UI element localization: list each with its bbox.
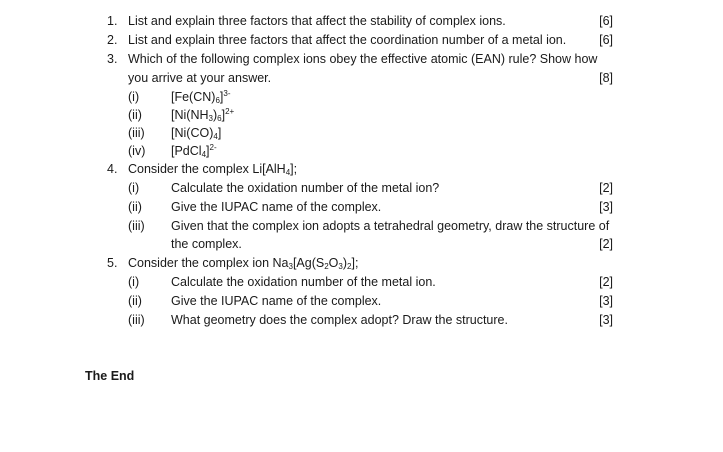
item-roman: (iii)	[128, 126, 145, 140]
question-number: 2.	[107, 33, 118, 47]
part-marks: [3]	[599, 200, 613, 214]
part-roman: (ii)	[128, 200, 142, 214]
complex-formula: $[Ni(NH_3)_6]^{2+}$	[171, 107, 235, 123]
part-roman: (iii)	[128, 219, 145, 233]
end-label: The End	[85, 369, 135, 383]
question-marks: [8]	[599, 71, 613, 85]
part-marks: [3]	[599, 294, 613, 308]
question-number: 3.	[107, 52, 118, 66]
question-marks: [6]	[599, 33, 613, 47]
part-marks: [2]	[599, 275, 613, 289]
question-text: Consider the complex Li[AlH$_4$];	[128, 162, 298, 177]
complex-formula: [PdCl$_4$]$^{2-}$	[171, 143, 217, 159]
part-text: What geometry does the complex adopt? Draw the structure.	[171, 313, 508, 327]
part-text: Calculate the oxidation number of the metal ion.	[171, 275, 436, 289]
question-marks: [6]	[599, 14, 613, 28]
question-number: 4.	[107, 162, 118, 176]
part-roman: (i)	[128, 181, 140, 195]
question-text: Consider the complex ion $Na_3[Ag(S_2O_3)_2]$;	[128, 256, 359, 271]
part-text: Given that the complex ion adopts a tetrahedral geometry, draw the structure of	[171, 219, 610, 233]
question-text-line2: you arrive at your answer.	[128, 71, 272, 85]
part-roman: (ii)	[128, 294, 142, 308]
complex-formula: $[Ni(CO)_4]$	[171, 126, 222, 141]
part-marks: [3]	[599, 313, 613, 327]
part-roman: (iii)	[128, 313, 145, 327]
part-text: Give the IUPAC name of the complex.	[171, 200, 382, 214]
question-text: List and explain three factors that affect the coordination number of a metal ion.	[128, 33, 567, 47]
part-roman: (i)	[128, 275, 140, 289]
question-text: List and explain three factors that affect the stability of complex ions.	[128, 14, 506, 28]
question-number: 1.	[107, 14, 118, 28]
part-text: Calculate the oxidation number of the metal ion?	[171, 181, 440, 195]
part-text: Give the IUPAC name of the complex.	[171, 294, 382, 308]
item-roman: (i)	[128, 90, 140, 104]
part-text-cont: the complex.	[171, 237, 242, 251]
complex-formula: $[Fe(CN)_6]^{3-}$	[171, 89, 231, 105]
item-roman: (iv)	[128, 144, 146, 158]
part-marks: [2]	[599, 181, 613, 195]
question-number: 5.	[107, 256, 118, 270]
question-text-line1: Which of the following complex ions obey the effective atomic (EAN) rule? Show how	[128, 52, 598, 66]
item-roman: (ii)	[128, 108, 142, 122]
part-marks: [2]	[599, 237, 613, 251]
